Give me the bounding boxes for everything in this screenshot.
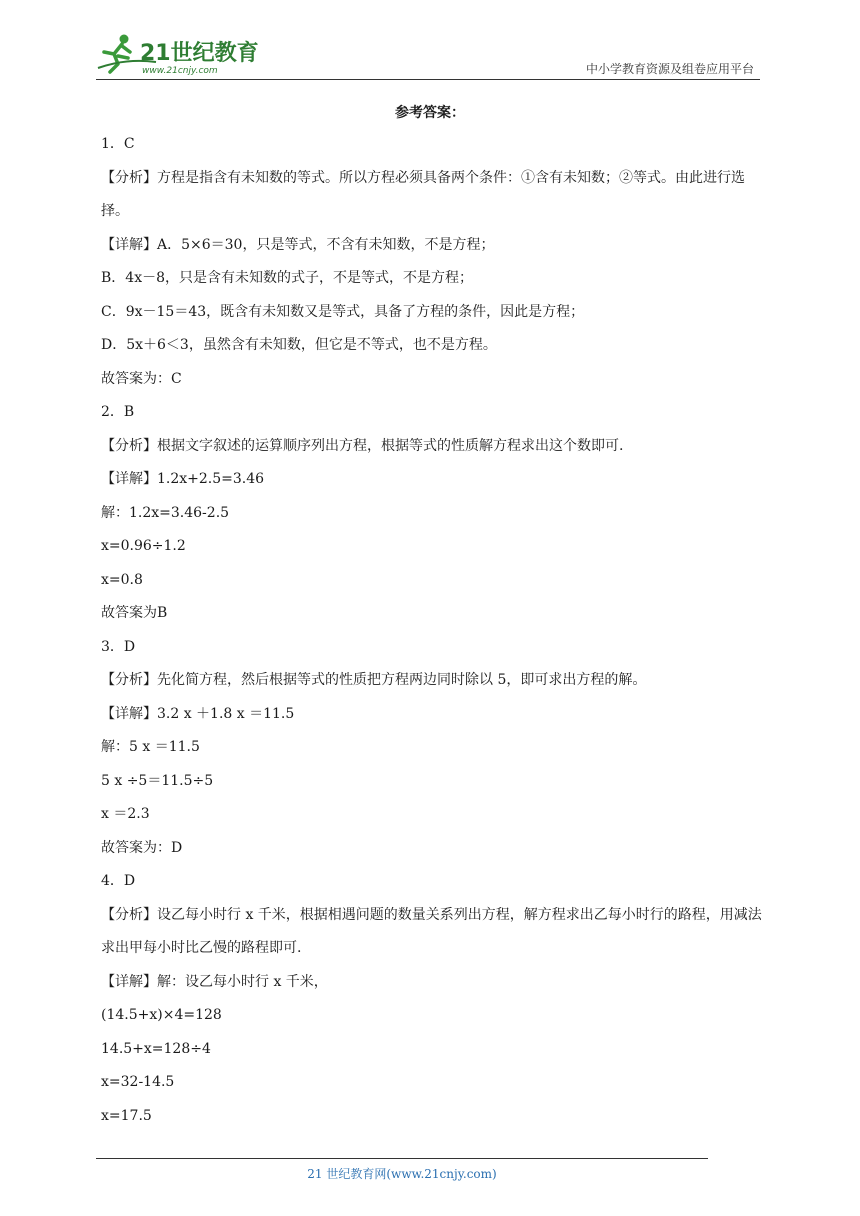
text-line: 【详解】解：设乙每小时行 x 千米， (101, 973, 328, 990)
text-line: 【分析】设乙每小时行 x 千米，根据相遇问题的数量关系列出方程，解方程求出乙每小时行的路程，用减法求出甲每小时比乙慢的路程即可. (101, 906, 762, 956)
header-divider (96, 79, 760, 80)
text-line: B．4x－8，只是含有未知数的式子，不是等式，不是方程； (101, 270, 473, 286)
text-line: 【详解】1.2x+2.5=3.46 (101, 471, 265, 487)
text-line: 2．B (101, 404, 135, 420)
text-line: x=0.96÷1.2 (101, 538, 186, 554)
text-line: 【分析】先化简方程，然后根据等式的性质把方程两边同时除以 5，即可求出方程的解。 (101, 672, 647, 688)
text-line: 【分析】方程是指含有未知数的等式。所以方程必须具备两个条件：①含有未知数；②等式。由此进行选择。 (101, 169, 745, 219)
page-header (96, 28, 760, 80)
text-line: 故答案为：D (101, 839, 183, 856)
text-line: D．5x＋6＜3，虽然含有未知数，但它是不等式，也不是方程。 (101, 337, 497, 353)
text-line: 【详解】3.2 x ＋1.8 x ＝11.5 (101, 705, 295, 722)
text-line: 3．D (101, 638, 136, 655)
text-line: x=0.8 (101, 571, 143, 588)
text-line: 4．D (101, 873, 136, 889)
text-line: x=32-14.5 (101, 1074, 175, 1090)
footer-divider (96, 1158, 708, 1159)
page-title: 参考答案： (395, 105, 465, 121)
text-line: x ＝2.3 (101, 806, 150, 822)
answer-content (101, 128, 765, 1133)
text-line: 故答案为B (101, 605, 168, 621)
text-line: 解：1.2x=3.46-2.5 (101, 504, 230, 521)
text-line: 解：5 x ＝11.5 (101, 739, 200, 755)
text-line: C．9x－15＝43，既含有未知数又是等式，具备了方程的条件，因此是方程； (101, 303, 585, 320)
text-line: 【分析】根据文字叙述的运算顺序列出方程，根据等式的性质解方程求出这个数即可. (101, 437, 624, 454)
text-line: 5 x ÷5＝11.5÷5 (101, 772, 214, 789)
text-line: x=17.5 (101, 1107, 152, 1124)
header-platform-text: 中小学教育资源及组卷应用平台 (585, 62, 754, 76)
text-line: 故答案为：C (101, 370, 182, 387)
text-line: 1．C (101, 136, 135, 152)
site-logo (96, 32, 266, 76)
text-line: 【详解】A．5×6＝30，只是等式，不含有未知数，不是方程； (101, 236, 495, 253)
text-line: (14.5+x)×4=128 (101, 1007, 222, 1023)
svg-text:21世纪教育: 21世纪教育 (140, 41, 259, 66)
page-footer: 21 世纪教育网(www.21cnjy.com) (307, 1167, 497, 1181)
svg-text:www.21cnjy.com: www.21cnjy.com (142, 66, 218, 76)
text-line: 14.5+x=128÷4 (101, 1040, 211, 1057)
